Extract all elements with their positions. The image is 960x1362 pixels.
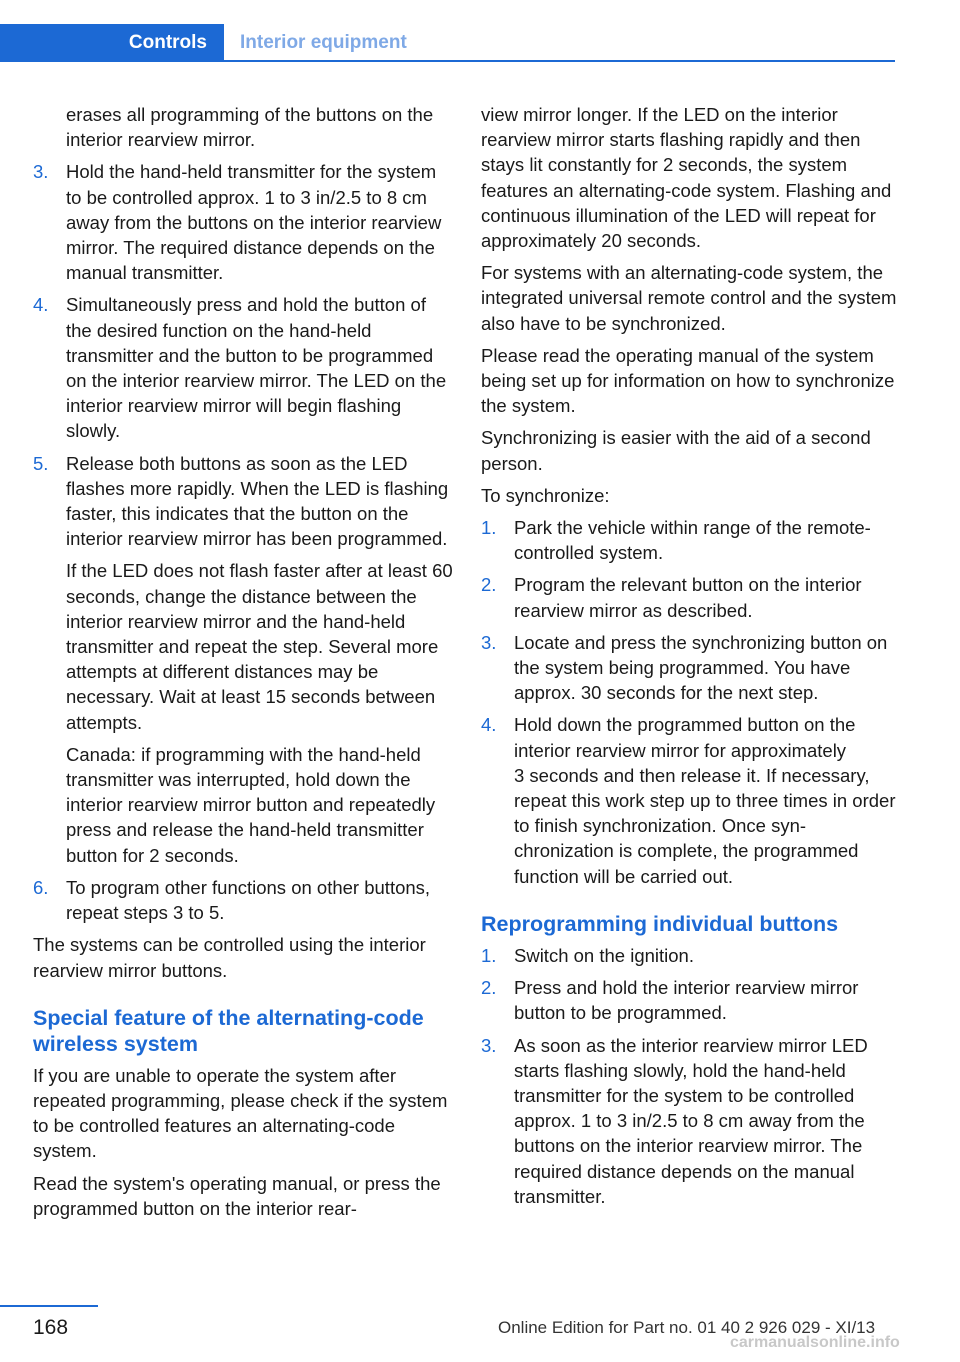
list-text: Release both buttons as soon as the LED flashes more rapidly. When the LED is flashing faster, this indicates that the button on the interior rearview mirror has been programmed.	[66, 452, 449, 550]
list-text: To program other functions on other buttons, repeat steps 3 to 5.	[66, 876, 431, 924]
list-text: Hold the hand-held transmitter for the system to be controlled approx. 1 to 3 in/2.5 to 8 cm away from the buttons on the interior rearview mirror. The required distance depends on the manual transmitter.	[66, 161, 442, 284]
list-item	[33, 159, 453, 285]
step-continuation: erases all programming of the buttons on the interior rearview mirror.	[66, 104, 434, 151]
body-paragraph: Synchronizing is easier with the aid of a second person.	[481, 427, 871, 474]
list-item	[481, 975, 899, 1025]
list-item	[481, 1033, 899, 1209]
list-item	[481, 943, 899, 968]
section-heading: Special feature of the alternating-code wireless system	[33, 1005, 424, 1056]
list-text: Press and hold the interior rearview mirror button to be programmed.	[514, 977, 859, 1024]
body-paragraph: For systems with an alternating-code system, the integrated universal remote control and the system also have to be synchronized.	[481, 262, 897, 334]
list-text: Park the vehicle within range of the remote-controlled system.	[514, 517, 871, 564]
list-text: Program the relevant button on the interior rearview mirror as described.	[514, 574, 862, 621]
edition-note: Online Edition for Part no. 01 40 2 926 029 - XI/13	[498, 1318, 876, 1337]
list-number: 1.	[481, 517, 497, 539]
list-number: 6.	[33, 876, 49, 898]
list-item	[33, 451, 453, 868]
body-paragraph: To synchronize:	[481, 484, 610, 506]
list-text: As soon as the interior rearview mirror LED starts flashing slowly, hold the hand-held transmitter for the system to be controlled approx. 1 to 3 in/2.5 to 8 cm away from the buttons on the interior rearview mirror. The required distance depends on the manual transmitter.	[514, 1034, 868, 1207]
page-number: 168	[33, 1316, 69, 1339]
list-text: Canada: if programming with the hand-held transmitter was interrupted, hold down the interior rearview mirror button and repeatedly press and release the hand-held transmitter button for 2 seconds.	[66, 743, 436, 866]
list-number: 3.	[481, 631, 497, 653]
body-paragraph: If you are unable to operate the system after repeated programming, please check if the system to be controlled features an alternating-code system.	[33, 1064, 448, 1162]
list-number: 4.	[33, 294, 49, 316]
list-item	[481, 630, 899, 706]
list-text: Locate and press the synchronizing button on the system being programmed. You have approx. 30 seconds for the next step.	[514, 631, 888, 704]
body-paragraph: Read the system's operating manual, or press the programmed button on the interior rear-	[33, 1172, 441, 1219]
list-number: 4.	[481, 714, 497, 736]
list-item	[33, 292, 453, 443]
list-text: Switch on the ignition.	[514, 944, 694, 966]
section-heading: Reprogramming individual buttons	[481, 911, 839, 936]
list-number: 1.	[481, 944, 497, 966]
header-rule	[0, 60, 895, 62]
body-paragraph: The systems can be controlled using the interior rearview mirror buttons.	[33, 934, 426, 981]
list-number: 3.	[481, 1034, 497, 1056]
footer-rule	[0, 1305, 98, 1307]
watermark: carmanualsonline.info	[730, 1334, 900, 1351]
body-paragraph: Please read the operating manual of the system being set up for information on how to synchronize the system.	[481, 344, 895, 417]
list-text: If the LED does not flash faster after at least 60 seconds, change the distance between the interior rearview mirror and the hand-held transmitter and repeat the step. Several more attempts at different distances may be necessary. Wait at least 15 seconds between attempts.	[66, 560, 453, 733]
list-text: Hold down the programmed button on the interior rearview mirror for approximately 3 seconds and then release it. If necessary, repeat this work step up to three times in order to finish synchronization. Once synchronization is complete, the programmed function will be carried out.	[514, 714, 896, 887]
list-item	[481, 712, 899, 888]
list-text: Simultaneously press and hold the button of the desired function on the hand-held transmitter and the button to be programmed on the interior rearview mirror. The LED on the interior rearview mirror will begin flashing slowly.	[66, 294, 447, 442]
left-column	[33, 102, 453, 1228]
list-item	[481, 515, 899, 565]
list-number: 2.	[481, 574, 497, 596]
list-number: 5.	[33, 452, 49, 474]
list-item	[481, 572, 899, 622]
list-number: 3.	[33, 161, 49, 183]
list-number: 2.	[481, 977, 497, 999]
header-tab-controls: Controls	[0, 24, 224, 62]
list-item	[33, 875, 453, 925]
body-paragraph: view mirror longer. If the LED on the interior rearview mirror starts flashing rapidly and then stays lit constantly for 2 seconds, the system features an alternating-code system. Flashing and continuous illumination of the LED will repeat for approximately 20 seconds.	[481, 104, 892, 252]
right-column	[481, 102, 899, 1216]
header-section-title: Interior equipment	[240, 32, 407, 53]
